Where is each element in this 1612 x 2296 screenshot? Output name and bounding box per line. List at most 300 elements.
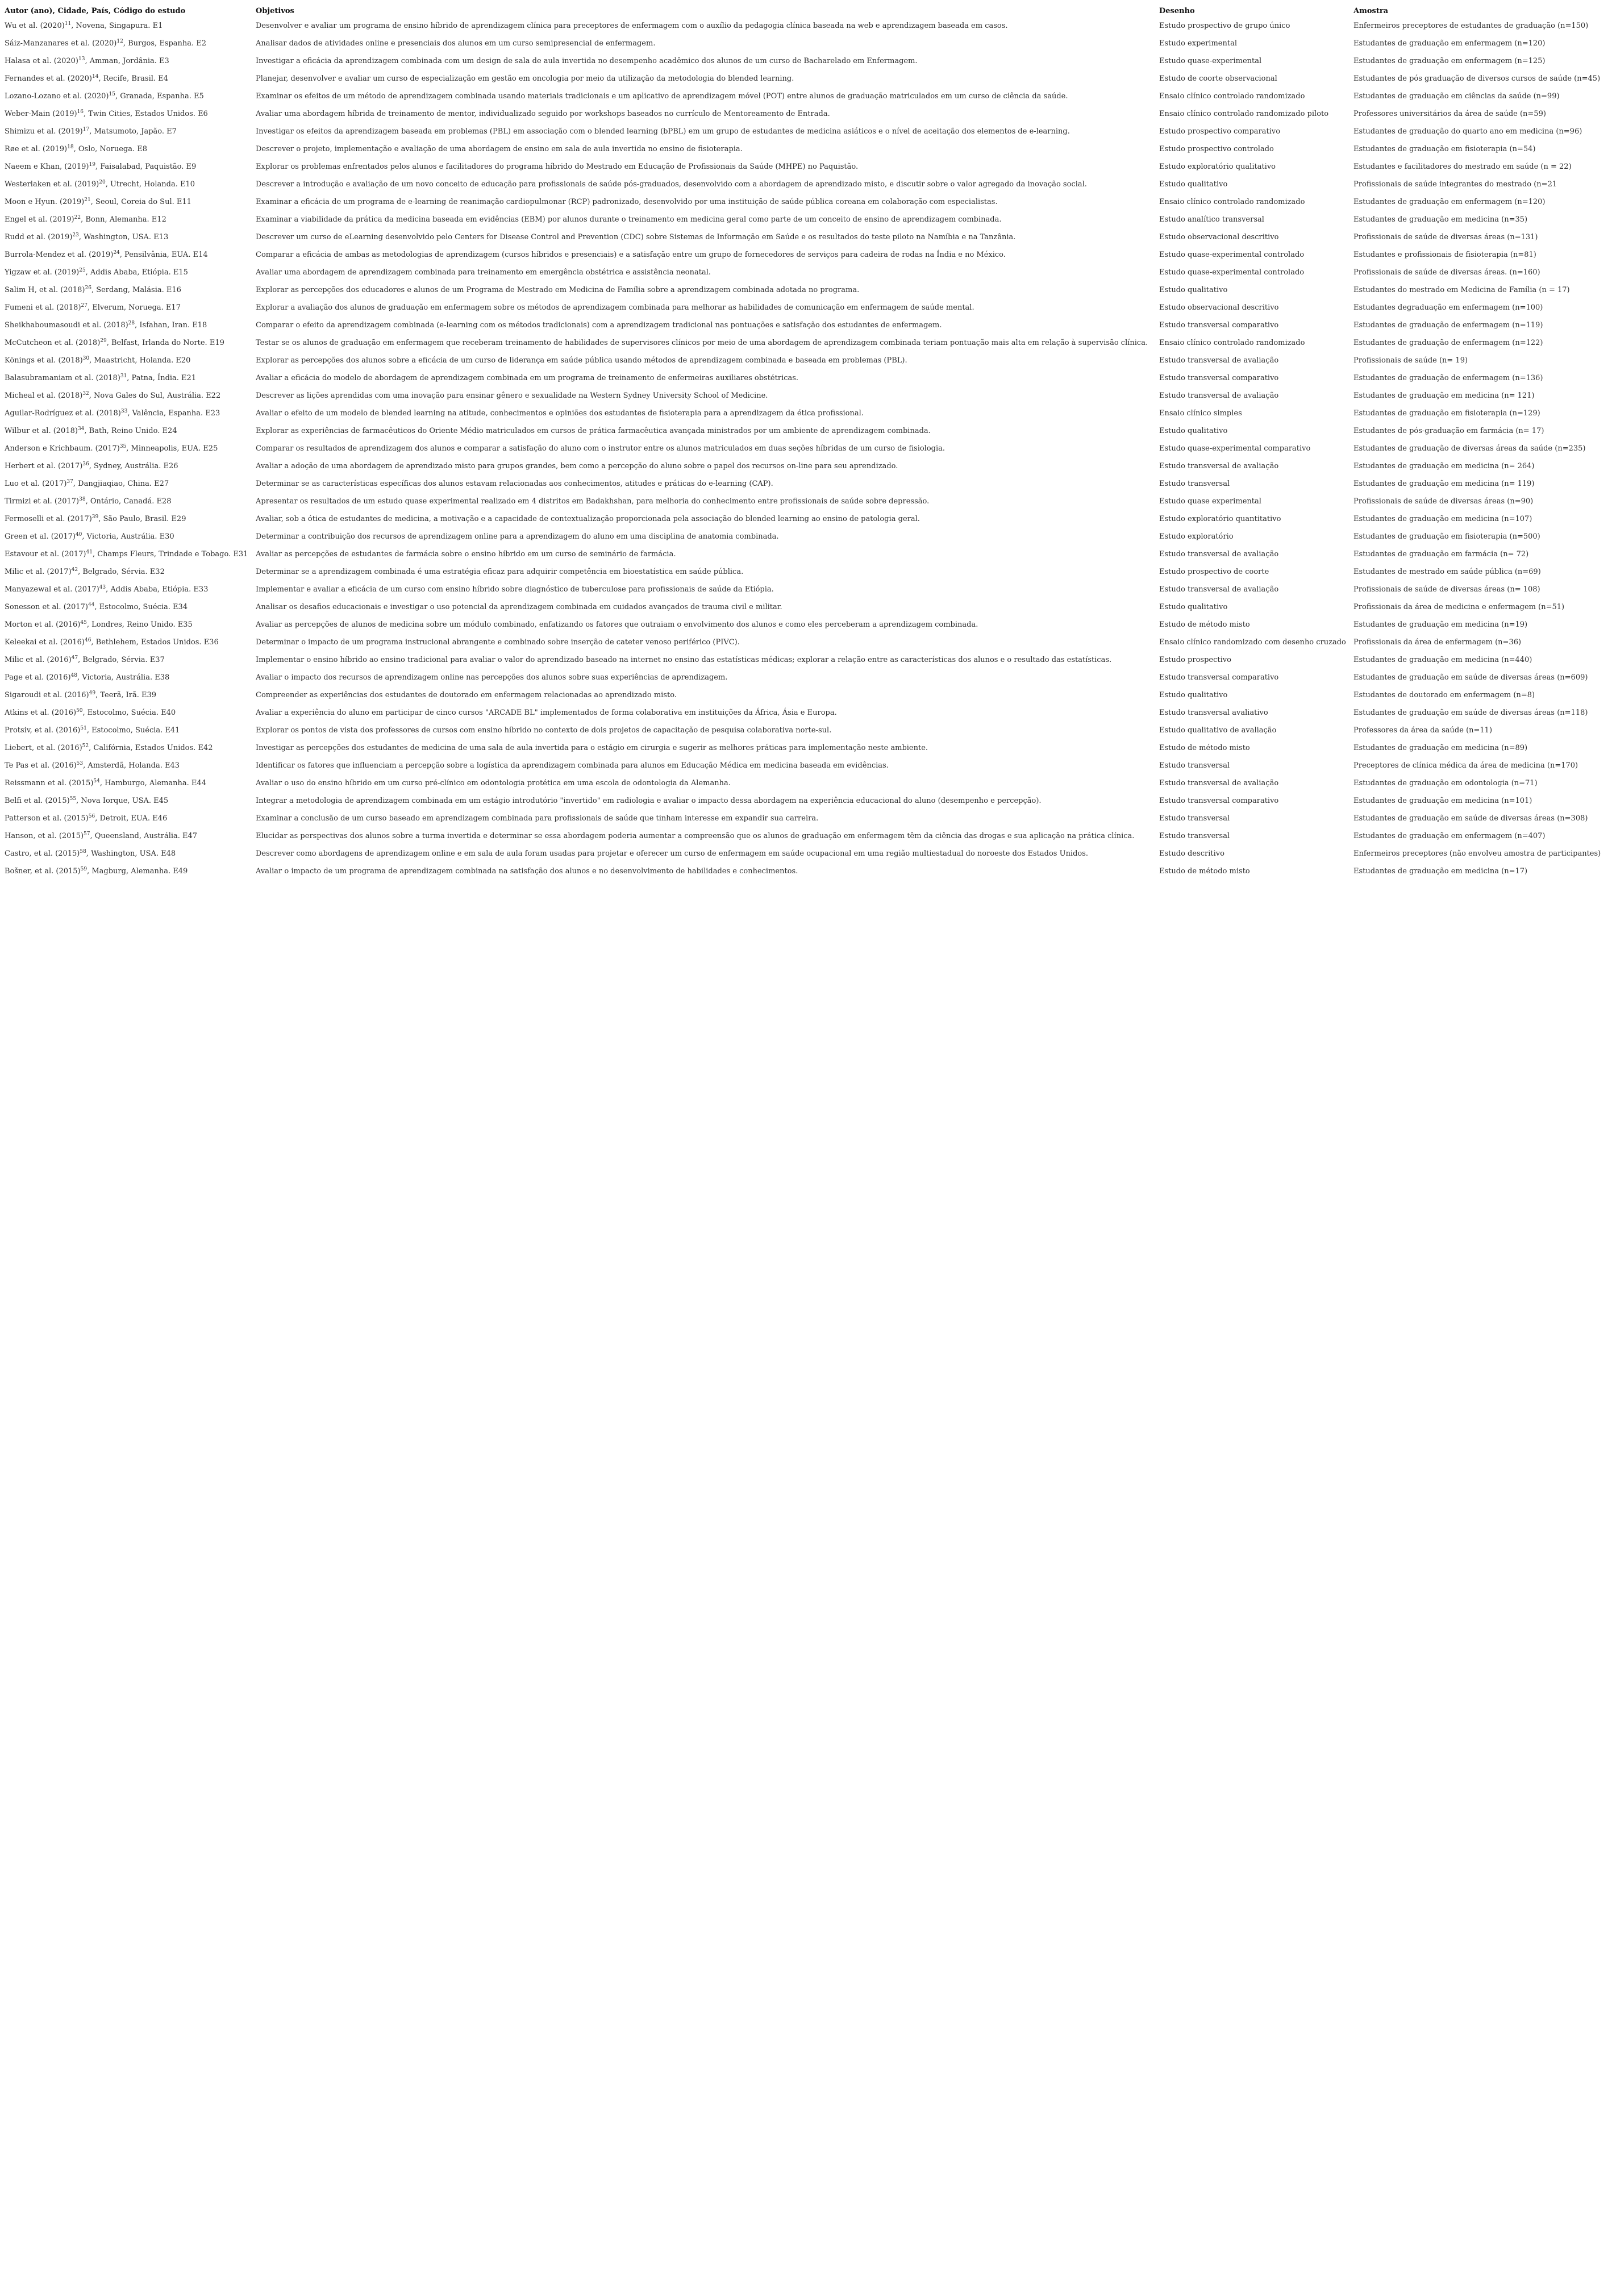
cell-sample: Estudantes do mestrado em Medicina de Família (n = 17) xyxy=(1353,286,1570,294)
author-name: Sheikhaboumasoudi et al. (2018) xyxy=(5,321,128,330)
reference-number: 59 xyxy=(80,866,88,872)
cell-sample: Estudantes de graduação em enfermagem (n=125) xyxy=(1353,57,1546,65)
author-name: Tirmizi et al. (2017) xyxy=(5,497,80,506)
reference-number: 11 xyxy=(64,21,72,27)
study-location-code: , Belgrado, Sérvia. E37 xyxy=(78,656,165,664)
table-row xyxy=(5,792,1609,810)
header-design: Desenho xyxy=(1159,6,1195,15)
cell-design: Estudo prospectivo comparativo xyxy=(1159,127,1281,136)
reference-number: 27 xyxy=(81,303,88,309)
cell-sample: Estudantes de graduação em farmácia (n= 72) xyxy=(1353,550,1529,559)
cell-sample: Estudantes de mestrado em saúde pública (n=69) xyxy=(1353,568,1541,576)
cell-objectives: Identificar os fatores que influenciam a percepção sobre a logística da aprendizagem combinada para alunos em Educação Médica em medicina baseada em evidências. xyxy=(256,761,889,770)
reference-number: 57 xyxy=(84,831,90,837)
author-name: Sáiz-Manzanares et al. (2020) xyxy=(5,39,117,48)
cell-sample: Profissionais de saúde (n= 19) xyxy=(1353,356,1468,365)
author-name: Könings et al. (2018) xyxy=(5,356,83,365)
study-location-code: , Amman, Jordânia. E3 xyxy=(85,57,169,65)
author-name: Herbert et al. (2017) xyxy=(5,462,83,470)
reference-number: 24 xyxy=(113,250,120,256)
cell-author xyxy=(5,810,256,827)
study-location-code: , Matsumoto, Japão. E7 xyxy=(89,127,177,136)
author-name: Halasa et al. (2020) xyxy=(5,57,78,65)
cell-author xyxy=(5,440,256,457)
cell-design: Estudo qualitativo xyxy=(1159,427,1228,435)
cell-author xyxy=(5,510,256,528)
cell-sample: Estudantes de graduação de enfermagem (n=136) xyxy=(1353,374,1543,382)
cell-author xyxy=(5,369,256,387)
cell-design: Estudo qualitativo de avaliação xyxy=(1159,726,1277,735)
cell-objectives: Investigar os efeitos da aprendizagem baseada em problemas (PBL) em associação com o blended learning (bPBL) em um grupo de estudantes de medicina asiáticos e o nível de aceitação dos elementos de e-learning. xyxy=(256,127,1070,136)
author-name: Fernandes et al. (2020) xyxy=(5,74,92,83)
cell-design: Estudo transversal de avaliação xyxy=(1159,550,1279,559)
cell-author xyxy=(5,123,256,140)
cell-sample: Preceptores de clínica médica da área de medicina (n=170) xyxy=(1353,761,1578,770)
table-row xyxy=(5,598,1609,616)
cell-design: Estudo transversal de avaliação xyxy=(1159,462,1279,470)
cell-sample: Estudantes e facilitadores do mestrado em saúde (n = 22) xyxy=(1353,162,1572,171)
cell-design: Estudo quase-experimental controlado xyxy=(1159,268,1305,277)
cell-objectives: Determinar se a aprendizagem combinada é uma estratégia eficaz para adquirir competência em bioestatística em saúde pública. xyxy=(256,568,744,576)
author-name: Aguilar-Rodríguez et al. (2018) xyxy=(5,409,121,418)
table-row xyxy=(5,299,1609,316)
reference-number: 29 xyxy=(100,338,107,344)
cell-author xyxy=(5,598,256,616)
reference-number: 46 xyxy=(84,637,91,643)
table-row xyxy=(5,616,1609,634)
reference-number: 41 xyxy=(86,549,93,555)
cell-objectives: Elucidar as perspectivas dos alunos sobre a turma invertida e determinar se essa abordagem poderia aumentar a compreensão que os alunos de graduação em enfermagem têm da ciência das drogas e sua aplicação na prática clínica. xyxy=(256,832,1135,840)
cell-objectives: Analisar os desafios educacionais e investigar o uso potencial da aprendizagem combinada em cuidados avançados de trauma civil e militar. xyxy=(256,603,782,611)
table-row xyxy=(5,17,1609,35)
author-name: Rudd et al. (2019) xyxy=(5,233,73,241)
cell-objectives: Avaliar o impacto de um programa de aprendizagem combinada na satisfação dos alunos e no desenvolvimento de habilidades e conhecimentos. xyxy=(256,867,798,876)
author-name: Page et al. (2016) xyxy=(5,673,71,682)
table-row xyxy=(5,211,1609,228)
cell-objectives: Determinar a contribuição dos recursos de aprendizagem online para a aprendizagem do aluno em uma disciplina de anatomia combinada. xyxy=(256,532,779,541)
reference-number: 12 xyxy=(116,39,123,44)
cell-author xyxy=(5,528,256,545)
study-location-code: , Isfahan, Iran. E18 xyxy=(135,321,207,330)
reference-number: 40 xyxy=(75,532,82,537)
table-row xyxy=(5,563,1609,581)
table-row xyxy=(5,651,1609,669)
table-row xyxy=(5,70,1609,87)
cell-design: Estudo quase-experimental controlado xyxy=(1159,251,1305,259)
reference-number: 51 xyxy=(80,726,87,731)
cell-objectives: Descrever como abordagens de aprendizagem online e em sala de aula foram usadas para projetar e oferecer um curso de enfermagem em saúde ocupacional em uma região multiestadual do noroeste dos Estados Unidos. xyxy=(256,849,1089,858)
table-row xyxy=(5,316,1609,334)
cell-design: Estudo qualitativo xyxy=(1159,691,1228,699)
study-location-code: , Belgrado, Sérvia. E32 xyxy=(78,568,165,576)
table-row xyxy=(5,440,1609,457)
cell-author xyxy=(5,193,256,211)
author-name: Fumeni et al. (2018) xyxy=(5,303,81,312)
author-name: Westerlaken et al. (2019) xyxy=(5,180,99,189)
author-name: Engel et al. (2019) xyxy=(5,215,74,224)
cell-objectives: Compreender as experiências dos estudantes de doutorado em enfermagem relacionadas ao aprendizado misto. xyxy=(256,691,677,699)
cell-objectives: Avaliar as percepções de alunos de medicina sobre um módulo combinado, enfatizando os fatores que outraiam o envolvimento dos alunos e como eles perceberam a aprendizagem combinada. xyxy=(256,620,978,629)
reference-number: 39 xyxy=(91,514,99,520)
reference-number: 19 xyxy=(89,162,95,168)
cell-design: Ensaio clínico simples xyxy=(1159,409,1242,418)
study-location-code: , Califórnia, Estados Unidos. E42 xyxy=(89,744,213,752)
cell-design: Estudo experimental xyxy=(1159,39,1237,48)
cell-design: Estudo quase-experimental xyxy=(1159,57,1262,65)
cell-sample: Estudantes de graduação em medicina (n= 119) xyxy=(1353,480,1535,488)
cell-objectives: Avaliar o uso do ensino híbrido em um curso pré-clínico em odontologia protética em uma escola de odontologia da Alemanha. xyxy=(256,779,731,787)
cell-author xyxy=(5,862,256,880)
reference-number: 15 xyxy=(109,91,115,97)
table-row xyxy=(5,422,1609,440)
table-row xyxy=(5,105,1609,123)
cell-objectives: Descrever o projeto, implementação e avaliação de uma abordagem de ensino em sala de aula invertida no ensino de fisioterapia. xyxy=(256,145,743,153)
study-location-code: , Serdang, Malásia. E16 xyxy=(91,286,181,294)
study-location-code: , Belfast, Irlanda do Norte. E19 xyxy=(106,339,224,347)
reference-number: 16 xyxy=(77,109,84,115)
cell-objectives: Avaliar o efeito de um modelo de blended learning na atitude, conhecimentos e opiniões dos estudantes de fisioterapia para a aprendizagem da ética profissional. xyxy=(256,409,864,418)
cell-design: Estudo transversal de avaliação xyxy=(1159,356,1279,365)
reference-number: 42 xyxy=(71,567,78,573)
cell-author xyxy=(5,634,256,651)
table-row xyxy=(5,158,1609,176)
study-location-code: , Twin Cities, Estados Unidos. E6 xyxy=(84,110,208,118)
cell-design: Estudo transversal avaliativo xyxy=(1159,709,1268,717)
reference-number: 37 xyxy=(66,479,73,485)
reference-number: 48 xyxy=(70,673,77,678)
author-name: Protsiv, et al. (2016) xyxy=(5,726,81,735)
cell-design: Estudo transversal comparativo xyxy=(1159,673,1279,682)
study-location-code: , Nova Iorque, USA. E45 xyxy=(76,797,169,805)
author-name: Weber-Main (2019) xyxy=(5,110,77,118)
reference-number: 18 xyxy=(67,144,74,150)
table-row xyxy=(5,634,1609,651)
cell-objectives: Testar se os alunos de graduação em enfermagem que receberam treinamento de habilidades de supervisores clínicos por meio de uma abordagem de aprendizagem combinada teriam pontuação mais alta em relação à supervisão clínica. xyxy=(256,339,1148,347)
cell-design: Estudo transversal de avaliação xyxy=(1159,391,1279,400)
cell-design: Estudo transversal comparativo xyxy=(1159,797,1279,805)
cell-objectives: Explorar os pontos de vista dos professores de cursos com ensino híbrido no contexto de dois projetos de capacitação de pesquisa colaborativa norte-sul. xyxy=(256,726,832,735)
study-location-code: , Faisalabad, Paquistão. E9 xyxy=(95,162,197,171)
cell-objectives: Explorar as experiências de farmacêuticos do Oriente Médio matriculados em cursos de prática farmacêutica avançada ministrados por um ambiente de aprendizagem combinada. xyxy=(256,427,931,435)
table-row xyxy=(5,281,1609,299)
cell-author xyxy=(5,774,256,792)
cell-design: Estudo prospectivo xyxy=(1159,656,1231,664)
author-name: Yigzaw et al. (2019) xyxy=(5,268,80,277)
cell-objectives: Comparar o efeito da aprendizagem combinada (e-learning com os métodos tradicionais) com a aprendizagem tradicional nas pontuações e satisfação dos estudantes de enfermagem. xyxy=(256,321,942,330)
cell-objectives: Apresentar os resultados de um estudo quase experimental realizado em 4 distritos em Badakhshan, para melhoria do conhecimento entre profissionais de saúde sobre depressão. xyxy=(256,497,930,506)
study-location-code: , Maastricht, Holanda. E20 xyxy=(89,356,191,365)
cell-design: Estudo exploratório qualitativo xyxy=(1159,162,1276,171)
study-location-code: , Patna, Índia. E21 xyxy=(127,374,197,382)
reference-number: 21 xyxy=(84,197,91,203)
study-location-code: , Granada, Espanha. E5 xyxy=(115,92,204,101)
cell-design: Estudo exploratório xyxy=(1159,532,1234,541)
cell-sample: Enfermeiros preceptores de estudantes de graduação (n=150) xyxy=(1353,22,1589,30)
author-name: Morton et al. (2016) xyxy=(5,620,81,629)
author-name: Manyazewal et al. (2017) xyxy=(5,585,99,594)
cell-objectives: Determinar o impacto de um programa instrucional abrangente e combinado sobre inserção de cateter venoso periférico (PIVC). xyxy=(256,638,740,647)
study-location-code: , Recife, Brasil. E4 xyxy=(98,74,168,83)
study-location-code: , Utrecht, Holanda. E10 xyxy=(105,180,195,189)
author-name: Sonesson et al. (2017) xyxy=(5,603,88,611)
cell-objectives: Comparar a eficácia de ambas as metodologias de aprendizagem (cursos híbridos e presenciais) e a satisfação entre um grupo de fornecedores de serviços para cadeira de rodas na Índia e no México. xyxy=(256,251,1006,259)
table-row xyxy=(5,774,1609,792)
cell-author xyxy=(5,686,256,704)
author-name: Bošner, et al. (2015) xyxy=(5,867,81,876)
table-row xyxy=(5,264,1609,281)
cell-sample: Estudantes degraduação em enfermagem (n=100) xyxy=(1353,303,1543,312)
cell-design: Estudo prospectivo de grupo único xyxy=(1159,22,1290,30)
cell-author xyxy=(5,17,256,35)
author-name: Green et al. (2017) xyxy=(5,532,76,541)
cell-design: Estudo transversal xyxy=(1159,480,1230,488)
cell-objectives: Descrever um curso de eLearning desenvolvido pelo Centers for Disease Control and Prevention (CDC) sobre Sistemas de Informação em Saúde e os resultados do teste piloto na Namíbia e na Tanzânia. xyxy=(256,233,1016,241)
table-row xyxy=(5,862,1609,880)
cell-sample: Estudantes de graduação de enfermagem (n=122) xyxy=(1353,339,1543,347)
cell-objectives: Descrever as lições aprendidas com uma inovação para ensinar gênero e sexualidade na Western Sydney University School of Medicine. xyxy=(256,391,768,400)
cell-design: Estudo qualitativo xyxy=(1159,180,1228,189)
cell-objectives: Determinar se as características específicas dos alunos estavam relacionadas aos conhecimentos, atitudes e práticas do e-learning (CAP). xyxy=(256,480,773,488)
reference-number: 31 xyxy=(120,373,127,379)
table-row xyxy=(5,228,1609,246)
cell-design: Estudo descritivo xyxy=(1159,849,1224,858)
table-row xyxy=(5,686,1609,704)
cell-author xyxy=(5,405,256,422)
cell-sample: Estudantes de graduação em medicina (n=89) xyxy=(1353,744,1528,752)
cell-design: Estudo observacional descritivo xyxy=(1159,233,1279,241)
reference-number: 20 xyxy=(99,180,106,185)
reference-number: 28 xyxy=(128,320,135,326)
study-location-code: , Champs Fleurs, Trindade e Tobago. E31 xyxy=(92,550,248,559)
author-name: Luo et al. (2017) xyxy=(5,480,67,488)
cell-design: Estudo prospectivo controlado xyxy=(1159,145,1274,153)
cell-objectives: Explorar as percepções dos educadores e alunos de um Programa de Mestrado em Medicina de Família sobre a aprendizagem combinada adotada no programa. xyxy=(256,286,860,294)
author-name: Balasubramaniam et al. (2018) xyxy=(5,374,120,382)
cell-author xyxy=(5,387,256,405)
cell-sample: Estudantes de graduação em saúde de diversas áreas (n=609) xyxy=(1353,673,1588,682)
cell-author xyxy=(5,281,256,299)
cell-author xyxy=(5,792,256,810)
cell-author xyxy=(5,246,256,264)
author-name: Te Pas et al. (2016) xyxy=(5,761,77,770)
study-location-code: , Pensilvânia, EUA. E14 xyxy=(119,251,208,259)
cell-objectives: Avaliar, sob a ótica de estudantes de medicina, a motivação e a capacidade de contextualização proporcionada pela associação do blended learning ao ensino de patologia geral. xyxy=(256,515,920,523)
study-location-code: , Magburg, Alemanha. E49 xyxy=(87,867,188,876)
table-row xyxy=(5,581,1609,598)
author-name: Sigaroudi et al. (2016) xyxy=(5,691,89,699)
reference-number: 55 xyxy=(69,796,77,802)
author-name: Reissmann et al. (2015) xyxy=(5,779,94,787)
study-location-code: , Dangjiaqiao, China. E27 xyxy=(73,480,169,488)
study-location-code: , Bethlehem, Estados Unidos. E36 xyxy=(91,638,219,647)
cell-sample: Estudantes de graduação em fisioterapia (n=54) xyxy=(1353,145,1536,153)
cell-author xyxy=(5,827,256,845)
cell-design: Estudo transversal xyxy=(1159,761,1230,770)
cell-objectives: Avaliar a adoção de uma abordagem de aprendizado misto para grupos grandes, bem como a percepção do aluno sobre o papel dos recursos on-line para seu aprendizado. xyxy=(256,462,898,470)
cell-design: Estudo quase-experimental comparativo xyxy=(1159,444,1311,453)
cell-author xyxy=(5,475,256,493)
author-name: Milic et al. (2017) xyxy=(5,568,72,576)
author-name: Estavour et al. (2017) xyxy=(5,550,86,559)
table-row xyxy=(5,669,1609,686)
reference-number: 49 xyxy=(89,690,96,696)
author-name: Wu et al. (2020) xyxy=(5,22,65,30)
study-location-code: , Oslo, Noruega. E8 xyxy=(73,145,148,153)
cell-sample: Profissionais de saúde integrantes do mestrado (n=21 xyxy=(1353,180,1557,189)
cell-author xyxy=(5,739,256,757)
table-row xyxy=(5,52,1609,70)
cell-objectives: Avaliar as percepções de estudantes de farmácia sobre o ensino híbrido em um curso de seminário de farmácia. xyxy=(256,550,676,559)
study-location-code: , Teerã, Irã. E39 xyxy=(95,691,157,699)
author-name: Burrola-Mendez et al. (2019) xyxy=(5,251,114,259)
table-row xyxy=(5,810,1609,827)
study-location-code: , Queensland, Austrália. E47 xyxy=(90,832,198,840)
cell-author xyxy=(5,211,256,228)
reference-number: 33 xyxy=(120,409,128,414)
author-name: Hanson, et al. (2015) xyxy=(5,832,84,840)
author-name: Lozano-Lozano et al. (2020) xyxy=(5,92,109,101)
author-name: Liebert, et al. (2016) xyxy=(5,744,82,752)
cell-design: Estudo qualitativo xyxy=(1159,286,1228,294)
cell-author xyxy=(5,52,256,70)
cell-sample: Estudantes de graduação em saúde de diversas áreas (n=118) xyxy=(1353,709,1588,717)
table-row xyxy=(5,493,1609,510)
table-row xyxy=(5,193,1609,211)
cell-sample: Profissionais da área de enfermagem (n=36) xyxy=(1353,638,1522,647)
study-location-code: , Burgos, Espanha. E2 xyxy=(123,39,207,48)
cell-sample: Estudantes de graduação em medicina (n=35) xyxy=(1353,215,1528,224)
study-location-code: , São Paulo, Brasil. E29 xyxy=(98,515,186,523)
table-row xyxy=(5,510,1609,528)
cell-objectives: Comparar os resultados de aprendizagem dos alunos e comparar a satisfação do aluno com o instrutor entre os alunos matriculados em duas seções híbridas de um curso de fisiologia. xyxy=(256,444,945,453)
cell-design: Ensaio clínico controlado randomizado piloto xyxy=(1159,110,1329,118)
cell-sample: Estudantes de graduação em fisioterapia (n=129) xyxy=(1353,409,1540,418)
cell-author xyxy=(5,264,256,281)
cell-sample: Estudantes de graduação em medicina (n= 121) xyxy=(1353,391,1535,400)
reference-number: 50 xyxy=(76,708,83,714)
cell-author xyxy=(5,563,256,581)
cell-design: Ensaio clínico controlado randomizado xyxy=(1159,339,1305,347)
table-row xyxy=(5,545,1609,563)
cell-objectives: Implementar e avaliar a eficácia de um curso com ensino híbrido sobre diagnóstico de tuberculose para profissionais de saúde da Etiópia. xyxy=(256,585,774,594)
cell-sample: Estudantes de graduação em fisioterapia (n=500) xyxy=(1353,532,1540,541)
reference-number: 17 xyxy=(82,127,90,132)
study-location-code: , Washington, USA. E48 xyxy=(86,849,176,858)
cell-author xyxy=(5,493,256,510)
cell-sample: Estudantes de graduação em enfermagem (n=120) xyxy=(1353,198,1546,206)
author-name: Belfi et al. (2015) xyxy=(5,797,70,805)
table-row xyxy=(5,123,1609,140)
author-name: Atkins et al. (2016) xyxy=(5,709,77,717)
cell-sample: Estudantes de graduação do quarto ano em medicina (n=96) xyxy=(1353,127,1582,136)
table-row xyxy=(5,827,1609,845)
reference-number: 53 xyxy=(76,761,84,766)
reference-number: 26 xyxy=(85,285,91,291)
study-location-code: , Novena, Singapura. E1 xyxy=(71,22,163,30)
table-row xyxy=(5,722,1609,739)
cell-author xyxy=(5,722,256,739)
cell-author xyxy=(5,651,256,669)
cell-author xyxy=(5,422,256,440)
study-location-code: , Minneapolis, EUA. E25 xyxy=(126,444,218,453)
cell-author xyxy=(5,87,256,105)
cell-sample: Estudantes de graduação em enfermagem (n=407) xyxy=(1353,832,1546,840)
reference-number: 22 xyxy=(74,215,81,220)
reference-number: 52 xyxy=(82,743,89,749)
cell-design: Estudo transversal xyxy=(1159,832,1230,840)
cell-sample: Enfermeiros preceptores (não envolveu amostra de participantes) xyxy=(1353,849,1601,858)
author-name: Anderson e Krichbaum. (2017) xyxy=(5,444,120,453)
cell-author xyxy=(5,757,256,774)
cell-sample: Estudantes de graduação em medicina (n= 264) xyxy=(1353,462,1535,470)
cell-design: Estudo transversal comparativo xyxy=(1159,374,1279,382)
study-location-code: , Londres, Reino Unido. E35 xyxy=(86,620,193,629)
cell-sample: Profissionais de saúde de diversas áreas (n= 108) xyxy=(1353,585,1540,594)
table-row xyxy=(5,352,1609,369)
cell-objectives: Examinar os efeitos de um método de aprendizagem combinada usando materiais tradicionais e um aplicativo de aprendizagem móvel (POT) entre alunos de graduação matriculados em um curso de ciência da saúde. xyxy=(256,92,1068,101)
author-name: Patterson et al. (2015) xyxy=(5,814,89,823)
study-location-code: , Hamburgo, Alemanha. E44 xyxy=(99,779,206,787)
cell-author xyxy=(5,316,256,334)
reference-number: 54 xyxy=(93,778,100,784)
cell-author xyxy=(5,70,256,87)
author-name: Milic et al. (2016) xyxy=(5,656,72,664)
table-row xyxy=(5,176,1609,193)
author-name: McCutcheon et al. (2018) xyxy=(5,339,101,347)
reference-number: 23 xyxy=(72,232,79,238)
cell-objectives: Explorar os problemas enfrentados pelos alunos e facilitadores do programa híbrido do Mestrado em Educação de Profissionais da Saúde (MHPE) no Paquistão. xyxy=(256,162,859,171)
table-row xyxy=(5,704,1609,722)
cell-objectives: Implementar o ensino híbrido ao ensino tradicional para avaliar o valor do aprendizado baseado na internet no ensino das estatísticas médicas; explorar a relação entre as características dos alunos e o resultado das estatísticas. xyxy=(256,656,1112,664)
table-row xyxy=(5,757,1609,774)
study-location-code: , Estocolmo, Suécia. E34 xyxy=(94,603,188,611)
cell-author xyxy=(5,158,256,176)
cell-sample: Profissionais de saúde de diversas áreas (n=131) xyxy=(1353,233,1538,241)
cell-author xyxy=(5,457,256,475)
studies-table-container xyxy=(5,5,1609,880)
cell-objectives: Investigar a eficácia da aprendizagem combinada com um design de sala de aula invertida no desempenho acadêmico dos alunos de um curso de Bacharelado em Enfermagem. xyxy=(256,57,918,65)
cell-design: Estudo prospectivo de coorte xyxy=(1159,568,1269,576)
table-row xyxy=(5,528,1609,545)
cell-sample: Estudantes de graduação em medicina (n=101) xyxy=(1353,797,1532,805)
studies-table xyxy=(5,5,1609,880)
header-author: Autor (ano), Cidade, País, Código do estudo xyxy=(5,6,186,15)
cell-design: Estudo qualitativo xyxy=(1159,603,1228,611)
study-location-code: , Addis Ababa, Etiópia. E33 xyxy=(106,585,209,594)
table-row xyxy=(5,845,1609,862)
cell-objectives: Examinar a eficácia de um programa de e-learning de reanimação cardiopulmonar (RCP) padronizado, desenvolvido por uma instituição de saúde pública coreana em colaboração com especialistas. xyxy=(256,198,998,206)
author-name: Castro, et al. (2015) xyxy=(5,849,80,858)
cell-sample: Profissionais de saúde de diversas áreas. (n=160) xyxy=(1353,268,1540,277)
reference-number: 44 xyxy=(88,602,95,608)
author-name: Salim H, et al. (2018) xyxy=(5,286,85,294)
cell-sample: Estudantes de graduação em medicina (n=19) xyxy=(1353,620,1528,629)
cell-author xyxy=(5,352,256,369)
cell-author xyxy=(5,545,256,563)
cell-sample: Estudantes de graduação em medicina (n=17) xyxy=(1353,867,1528,876)
reference-number: 36 xyxy=(82,461,89,467)
table-row xyxy=(5,87,1609,105)
cell-design: Ensaio clínico randomizado com desenho cruzado xyxy=(1159,638,1346,647)
header-objectives: Objetivos xyxy=(256,6,294,15)
cell-design: Estudo de coorte observacional xyxy=(1159,74,1277,83)
table-row xyxy=(5,334,1609,352)
cell-author xyxy=(5,105,256,123)
study-location-code: , Seoul, Coreia do Sul. E11 xyxy=(90,198,191,206)
reference-number: 34 xyxy=(77,426,85,432)
cell-author xyxy=(5,140,256,158)
study-location-code: , Nova Gales do Sul, Austrália. E22 xyxy=(89,391,221,400)
